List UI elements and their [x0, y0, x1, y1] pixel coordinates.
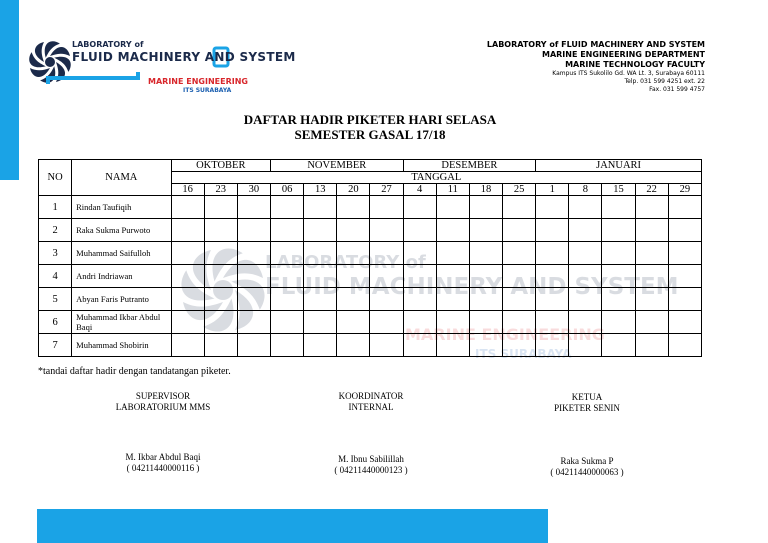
- signature-coordinator-name: [316, 454, 426, 476]
- signature-cell[interactable]: [304, 288, 337, 311]
- row-number: 4: [39, 265, 72, 288]
- signature-cell[interactable]: [503, 196, 536, 219]
- signature-cell[interactable]: [668, 311, 701, 334]
- watermark-line2: FLUID MACHINERY AND SYSTEM: [265, 274, 679, 300]
- row-number: 3: [39, 242, 72, 265]
- attendance-table: [38, 159, 702, 357]
- member-name: Andri Indriawan: [72, 265, 171, 288]
- signature-cell[interactable]: [635, 219, 668, 242]
- letterhead-fax: Fax. 031 599 4757: [649, 86, 705, 93]
- letterhead-phone: Telp. 031 599 4251 ext. 22: [624, 78, 705, 85]
- month-header-row: [39, 160, 702, 172]
- signature-cell[interactable]: [569, 242, 602, 265]
- signature-role-line: KOORDINATOR: [338, 391, 404, 401]
- signature-cell[interactable]: [171, 334, 204, 357]
- signature-cell[interactable]: [370, 311, 403, 334]
- signature-cell[interactable]: [337, 288, 370, 311]
- watermark-line3: MARINE ENGINEERING: [405, 325, 605, 344]
- signature-cell[interactable]: [602, 196, 635, 219]
- signature-cell[interactable]: [304, 265, 337, 288]
- lab-logo: [28, 34, 296, 98]
- signature-cell[interactable]: [602, 265, 635, 288]
- table-row: [39, 288, 702, 311]
- signature-cell[interactable]: [237, 265, 270, 288]
- member-name: Rindan Taufiqih: [72, 196, 171, 219]
- date-cell: 1: [536, 184, 569, 196]
- signature-cell[interactable]: [370, 265, 403, 288]
- signature-cell[interactable]: [503, 265, 536, 288]
- signature-cell[interactable]: [337, 334, 370, 357]
- signature-cell[interactable]: [204, 334, 237, 357]
- signature-cell[interactable]: [304, 219, 337, 242]
- letterhead-dept: MARINE ENGINEERING DEPARTMENT: [541, 50, 705, 59]
- signature-cell[interactable]: [503, 242, 536, 265]
- logo-line4: ITS SURABAYA: [183, 87, 232, 94]
- table-row: [39, 196, 702, 219]
- signature-cell[interactable]: [635, 242, 668, 265]
- signature-cell[interactable]: [668, 242, 701, 265]
- signature-cell[interactable]: [469, 196, 502, 219]
- signature-cell[interactable]: [403, 288, 436, 311]
- signature-cell[interactable]: [237, 311, 270, 334]
- table-row: [39, 242, 702, 265]
- signature-cell[interactable]: [469, 219, 502, 242]
- signature-cell[interactable]: [635, 334, 668, 357]
- signature-cell[interactable]: [469, 334, 502, 357]
- signature-cell[interactable]: [536, 288, 569, 311]
- signature-cell[interactable]: [171, 288, 204, 311]
- signature-cell[interactable]: [403, 242, 436, 265]
- logo-line2: FLUID MACHINERY AND SYSTEM: [72, 50, 296, 64]
- signature-cell[interactable]: [237, 288, 270, 311]
- signature-cell[interactable]: [536, 219, 569, 242]
- signature-cell[interactable]: [536, 242, 569, 265]
- signature-supervisor-role: [108, 391, 218, 413]
- signature-cell[interactable]: [668, 265, 701, 288]
- date-cell: 25: [503, 184, 536, 196]
- signature-cell[interactable]: [304, 334, 337, 357]
- table-row: [39, 219, 702, 242]
- signature-cell[interactable]: [668, 334, 701, 357]
- signature-cell[interactable]: [171, 196, 204, 219]
- signature-role-line: KETUA: [571, 392, 603, 402]
- signature-cell[interactable]: [569, 265, 602, 288]
- signature-cell[interactable]: [337, 242, 370, 265]
- signature-cell[interactable]: [635, 311, 668, 334]
- date-cell: 06: [271, 184, 304, 196]
- signature-cell[interactable]: [569, 334, 602, 357]
- signature-cell[interactable]: [469, 265, 502, 288]
- signature-cell[interactable]: [536, 265, 569, 288]
- signature-chair-name: [532, 456, 642, 478]
- signature-cell[interactable]: [635, 288, 668, 311]
- signature-cell[interactable]: [337, 265, 370, 288]
- signature-cell[interactable]: [536, 334, 569, 357]
- accent-side-bar: [0, 0, 19, 180]
- signature-cell[interactable]: [668, 219, 701, 242]
- signature-cell[interactable]: [204, 242, 237, 265]
- signature-cell[interactable]: [635, 196, 668, 219]
- signature-cell[interactable]: [271, 242, 304, 265]
- signature-cell[interactable]: [536, 196, 569, 219]
- signatory-id: ( 04211440000116 ): [126, 463, 200, 473]
- signature-cell[interactable]: [536, 311, 569, 334]
- signature-cell[interactable]: [403, 219, 436, 242]
- signature-cell[interactable]: [569, 311, 602, 334]
- signature-cell[interactable]: [337, 219, 370, 242]
- row-number: 2: [39, 219, 72, 242]
- signature-cell[interactable]: [569, 196, 602, 219]
- date-cell: 23: [204, 184, 237, 196]
- signature-cell[interactable]: [503, 288, 536, 311]
- signature-cell[interactable]: [171, 311, 204, 334]
- signature-cell[interactable]: [271, 288, 304, 311]
- signature-cell[interactable]: [668, 196, 701, 219]
- document-title: DAFTAR HADIR PIKETER HARI SELASA: [243, 112, 497, 127]
- signature-cell[interactable]: [370, 196, 403, 219]
- signature-cell[interactable]: [469, 311, 502, 334]
- signature-cell[interactable]: [171, 219, 204, 242]
- letterhead: [487, 40, 705, 94]
- signature-cell[interactable]: [337, 311, 370, 334]
- signature-cell[interactable]: [304, 242, 337, 265]
- logo-line3: MARINE ENGINEERING: [148, 77, 248, 86]
- signature-cell[interactable]: [436, 196, 469, 219]
- signature-cell[interactable]: [403, 196, 436, 219]
- signature-cell[interactable]: [436, 219, 469, 242]
- signature-cell[interactable]: [370, 288, 403, 311]
- signature-cell[interactable]: [271, 219, 304, 242]
- accent-bottom-bar: [37, 509, 548, 543]
- signature-cell[interactable]: [503, 334, 536, 357]
- signature-cell[interactable]: [204, 265, 237, 288]
- signature-cell[interactable]: [271, 265, 304, 288]
- date-cell: 27: [370, 184, 403, 196]
- signature-cell[interactable]: [403, 334, 436, 357]
- row-number: 5: [39, 288, 72, 311]
- signature-cell[interactable]: [237, 196, 270, 219]
- signature-cell[interactable]: [204, 219, 237, 242]
- signature-cell[interactable]: [668, 288, 701, 311]
- signature-cell[interactable]: [370, 219, 403, 242]
- signature-role-line: SUPERVISOR: [135, 391, 191, 401]
- signature-cell[interactable]: [237, 334, 270, 357]
- signature-role-line: LABORATORIUM MMS: [115, 402, 211, 412]
- signature-cell[interactable]: [403, 311, 436, 334]
- date-cell: 22: [635, 184, 668, 196]
- signature-cell[interactable]: [602, 242, 635, 265]
- signature-role-line: INTERNAL: [348, 402, 394, 412]
- instruction-note: *tandai daftar hadir dengan tandatangan piketer.: [38, 366, 231, 377]
- signature-cell[interactable]: [436, 311, 469, 334]
- member-name: Muhammad Ikbar Abdul Baqi: [72, 311, 171, 334]
- month-header: DESEMBER: [403, 160, 536, 172]
- month-header: JANUARI: [536, 160, 702, 172]
- signature-cell[interactable]: [204, 311, 237, 334]
- member-name: Muhammad Shobirin: [72, 334, 171, 357]
- date-cell: 20: [337, 184, 370, 196]
- month-header: NOVEMBER: [271, 160, 404, 172]
- signature-cell[interactable]: [503, 219, 536, 242]
- signature-cell[interactable]: [204, 288, 237, 311]
- signatory-id: ( 04211440000063 ): [550, 467, 624, 477]
- date-cell: 11: [436, 184, 469, 196]
- logo-line1: LABORATORY of: [72, 40, 144, 49]
- document-subtitle: SEMESTER GASAL 17/18: [294, 127, 446, 142]
- date-cell: 30: [237, 184, 270, 196]
- watermark-line4: ITS SURABAYA: [475, 347, 572, 361]
- signature-supervisor-name: [108, 452, 218, 474]
- signature-cell[interactable]: [469, 288, 502, 311]
- date-cell: 29: [668, 184, 701, 196]
- no-header: NO: [39, 160, 72, 196]
- signatory-id: ( 04211440000123 ): [334, 465, 408, 475]
- signature-cell[interactable]: [171, 265, 204, 288]
- member-name: Muhammad Saifulloh: [72, 242, 171, 265]
- signature-cell[interactable]: [469, 242, 502, 265]
- date-cell: 15: [602, 184, 635, 196]
- letterhead-address: Kampus ITS Sukolilo Gd. WA Lt. 3, Surabaya 60111: [552, 70, 705, 77]
- signature-cell[interactable]: [171, 242, 204, 265]
- signature-cell[interactable]: [602, 288, 635, 311]
- row-number: 1: [39, 196, 72, 219]
- signature-cell[interactable]: [436, 242, 469, 265]
- signature-cell[interactable]: [304, 196, 337, 219]
- signature-cell[interactable]: [370, 242, 403, 265]
- date-cell: 4: [403, 184, 436, 196]
- row-number: 6: [39, 311, 72, 334]
- month-header: OKTOBER: [171, 160, 270, 172]
- signature-cell[interactable]: [337, 196, 370, 219]
- signature-cell[interactable]: [602, 311, 635, 334]
- table-row: [39, 265, 702, 288]
- table-row: [39, 334, 702, 357]
- date-cell: 8: [569, 184, 602, 196]
- signature-role-line: PIKETER SENIN: [554, 403, 620, 413]
- date-cell: 16: [171, 184, 204, 196]
- name-header: NAMA: [72, 160, 171, 196]
- signature-cell[interactable]: [602, 219, 635, 242]
- signature-cell[interactable]: [436, 334, 469, 357]
- signature-cell[interactable]: [204, 196, 237, 219]
- signature-chair-role: [532, 392, 642, 414]
- signature-cell[interactable]: [271, 311, 304, 334]
- letterhead-faculty: MARINE TECHNOLOGY FACULTY: [565, 60, 705, 69]
- letterhead-lab: LABORATORY of FLUID MACHINERY AND SYSTEM: [486, 40, 705, 49]
- signature-cell[interactable]: [569, 219, 602, 242]
- signature-cell[interactable]: [602, 334, 635, 357]
- member-name: Abyan Faris Putranto: [72, 288, 171, 311]
- signature-cell[interactable]: [436, 288, 469, 311]
- signature-cell[interactable]: [237, 219, 270, 242]
- signatory-name: M. Ibnu Sabilillah: [338, 454, 404, 464]
- signature-cell[interactable]: [304, 311, 337, 334]
- row-number: 7: [39, 334, 72, 357]
- member-name: Raka Sukma Purwoto: [72, 219, 171, 242]
- signature-cell[interactable]: [403, 265, 436, 288]
- date-header: TANGGAL: [171, 172, 701, 184]
- table-row: [39, 311, 702, 334]
- signature-cell[interactable]: [370, 334, 403, 357]
- date-cell: 13: [304, 184, 337, 196]
- signature-coordinator-role: [316, 391, 426, 413]
- signature-cell[interactable]: [237, 242, 270, 265]
- signature-cell[interactable]: [569, 288, 602, 311]
- date-cell: 18: [469, 184, 502, 196]
- watermark-line1: LABORATORY of: [265, 252, 426, 273]
- signature-cell[interactable]: [635, 265, 668, 288]
- signature-cell[interactable]: [271, 196, 304, 219]
- signature-cell[interactable]: [503, 311, 536, 334]
- signatory-name: M. Ikbar Abdul Baqi: [125, 452, 201, 462]
- signatory-name: Raka Sukma P: [560, 456, 614, 466]
- signature-cell[interactable]: [436, 265, 469, 288]
- signature-cell[interactable]: [271, 334, 304, 357]
